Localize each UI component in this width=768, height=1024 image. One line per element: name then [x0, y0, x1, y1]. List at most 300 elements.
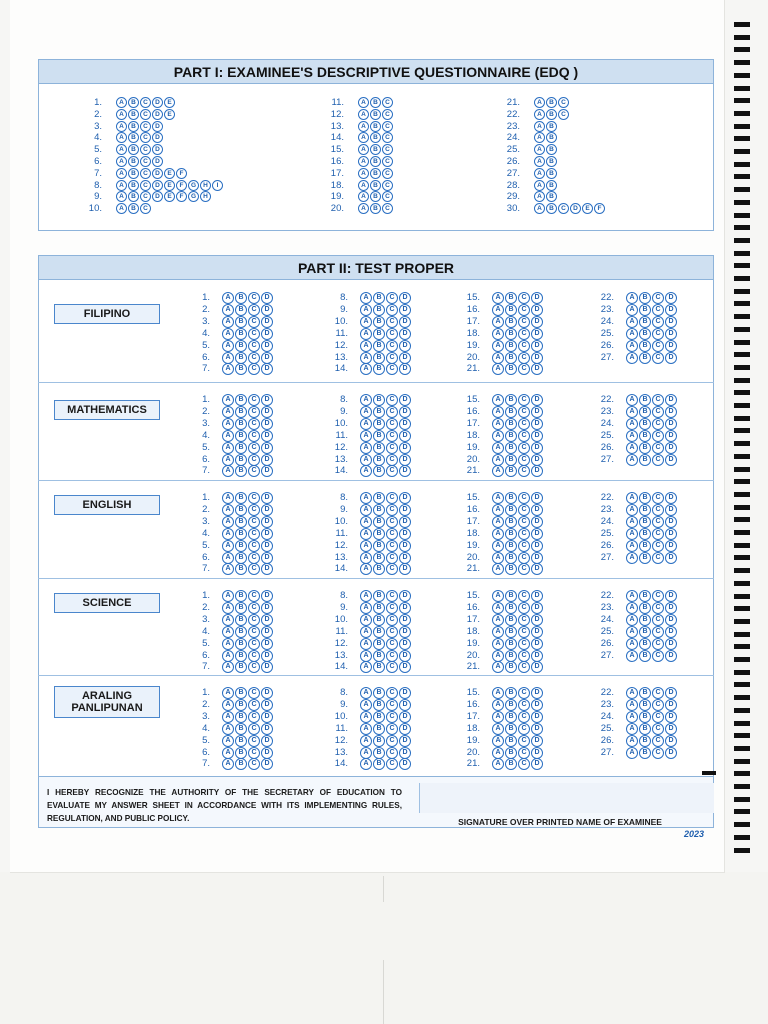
bubble-c: C [518, 454, 530, 466]
bubble-a: A [360, 723, 372, 735]
bubble-c: C [558, 97, 569, 108]
bubble-b: B [639, 687, 651, 699]
bubble-c: C [140, 191, 151, 202]
question-number: 5. [202, 539, 210, 551]
bubble-a: A [492, 328, 504, 340]
question-number: 1. [202, 687, 210, 698]
question-number: 25. [600, 527, 614, 539]
bubble-b: B [505, 711, 517, 723]
question-number: 17. [466, 613, 480, 625]
timing-marks [734, 22, 750, 852]
bubble-c: C [140, 168, 151, 179]
timing-mark [734, 314, 750, 319]
bubble-b: B [235, 504, 247, 516]
question-number: 14. [334, 563, 348, 575]
bubble-b: B [639, 626, 651, 638]
answer-bubbles [360, 747, 411, 758]
question-number: 3. [202, 613, 210, 625]
bubble-b: B [546, 203, 557, 214]
answer-bubbles [360, 516, 411, 527]
bubble-b: B [373, 292, 385, 304]
bubble-c: C [518, 465, 530, 477]
bubble-b: B [546, 180, 557, 191]
bubble-a: A [492, 661, 504, 673]
question-number: 4. [202, 722, 210, 734]
bubble-d: D [261, 638, 273, 650]
edq-bubbles [358, 191, 393, 202]
bubble-b: B [235, 723, 247, 735]
answer-bubbles [222, 292, 273, 303]
bubble-b: B [373, 747, 385, 759]
bubble-a: A [360, 328, 372, 340]
bubble-b: B [235, 650, 247, 662]
bubble-a: A [116, 144, 127, 155]
bubble-c: C [652, 406, 664, 418]
bubble-c: C [248, 465, 260, 477]
question-number: 11. [335, 327, 348, 339]
bubble-b: B [505, 528, 517, 540]
bubble-c: C [558, 203, 569, 214]
bubble-b: B [639, 430, 651, 442]
bubble-c: C [518, 602, 530, 614]
bubble-b: B [505, 304, 517, 316]
bubble-d: D [531, 430, 543, 442]
question-number: 15. [330, 144, 344, 156]
question-number: 23. [600, 601, 614, 613]
answer-bubbles [492, 492, 543, 503]
question-number: 3. [202, 710, 210, 722]
bubble-c: C [652, 316, 664, 328]
bubble-d: D [665, 626, 677, 638]
question-number: 1. [94, 97, 102, 108]
bubble-a: A [360, 699, 372, 711]
answer-bubbles [492, 747, 543, 758]
bubble-a: A [360, 430, 372, 442]
question-number: 28. [506, 179, 520, 191]
bubble-d: D [399, 454, 411, 466]
bubble-c: C [386, 430, 398, 442]
question-number: 9. [340, 503, 348, 515]
answer-bubbles [222, 430, 273, 441]
bubble-b: B [235, 528, 247, 540]
timing-mark [734, 708, 750, 713]
bubble-b: B [235, 465, 247, 477]
question-number: 9. [94, 191, 102, 203]
bubble-c: C [382, 191, 393, 202]
bubble-a: A [626, 316, 638, 328]
bubble-a: A [360, 528, 372, 540]
bubble-b: B [373, 328, 385, 340]
bubble-d: D [399, 328, 411, 340]
bubble-c: C [518, 563, 530, 575]
bubble-c: C [248, 687, 260, 699]
answer-bubbles [360, 552, 411, 563]
question-number: 14. [334, 363, 348, 375]
question-number: 10. [88, 203, 102, 215]
question-number: 7. [202, 465, 210, 477]
bubble-b: B [505, 723, 517, 735]
bubble-d: D [261, 711, 273, 723]
question-number: 14. [334, 465, 348, 477]
timing-mark [734, 403, 750, 408]
answer-bubbles [360, 418, 411, 429]
bubble-a: A [360, 626, 372, 638]
question-number: 5. [202, 441, 210, 453]
bubble-c: C [140, 121, 151, 132]
bubble-c: C [386, 406, 398, 418]
bubble-c: C [386, 563, 398, 575]
answer-bubbles [222, 602, 273, 613]
answer-bubbles [222, 650, 273, 661]
question-number: 18. [466, 722, 480, 734]
bubble-c: C [248, 650, 260, 662]
timing-mark [734, 327, 750, 332]
bubble-c: C [248, 626, 260, 638]
bubble-a: A [222, 528, 234, 540]
bubble-b: B [373, 711, 385, 723]
bubble-c: C [386, 747, 398, 759]
question-number: 7. [202, 661, 210, 673]
bubble-b: B [373, 352, 385, 364]
bubble-b: B [235, 602, 247, 614]
bubble-a: A [222, 454, 234, 466]
signature-field [419, 783, 714, 813]
bubble-d: D [665, 352, 677, 364]
bubble-a: A [492, 552, 504, 564]
edq-bubbles [358, 180, 393, 191]
declaration-text: I HEREBY RECOGNIZE THE AUTHORITY OF THE SECRETARY OF EDUCATION TO EVALUATE MY ANSWER SHEET IN ACCORDANCE WITH ITS IMPLEMENTING RULES, REGULATION, AND PUBLIC POLICY. [47, 788, 402, 823]
bubble-a: A [360, 638, 372, 650]
answer-bubbles [626, 352, 677, 363]
bubble-c: C [518, 590, 530, 602]
question-number: 3. [202, 315, 210, 327]
answer-bubbles [360, 723, 411, 734]
timing-mark [734, 784, 750, 789]
bubble-d: D [665, 699, 677, 711]
bubble-c: C [652, 454, 664, 466]
bubble-a: A [492, 626, 504, 638]
bubble-d: D [261, 747, 273, 759]
bubble-c: C [248, 735, 260, 747]
answer-bubbles [222, 406, 273, 417]
timing-mark [734, 594, 750, 599]
bubble-c: C [248, 590, 260, 602]
bubble-a: A [222, 711, 234, 723]
subject-label: ARALING PANLIPUNAN [54, 686, 160, 718]
bubble-c: C [652, 540, 664, 552]
bubble-a: A [492, 699, 504, 711]
bubble-d: D [665, 650, 677, 662]
bubble-c: C [248, 516, 260, 528]
bubble-d: D [665, 492, 677, 504]
bubble-a: A [222, 516, 234, 528]
bubble-a: A [222, 699, 234, 711]
bubble-c: C [386, 687, 398, 699]
bubble-b: B [128, 121, 139, 132]
answer-bubbles [492, 504, 543, 515]
bubble-a: A [492, 504, 504, 516]
bubble-a: A [492, 638, 504, 650]
bubble-b: B [505, 454, 517, 466]
bubble-c: C [652, 328, 664, 340]
answer-bubbles [626, 328, 677, 339]
bubble-a: A [626, 328, 638, 340]
bubble-c: C [518, 430, 530, 442]
bubble-a: A [492, 614, 504, 626]
bubble-b: B [639, 292, 651, 304]
question-number: 17. [330, 167, 344, 179]
bubble-c: C [382, 121, 393, 132]
bubble-c: C [386, 723, 398, 735]
bubble-d: D [261, 418, 273, 430]
timing-mark [734, 111, 750, 116]
question-number: 24. [600, 417, 614, 429]
edq-bubbles [358, 156, 393, 167]
bubble-d: D [531, 454, 543, 466]
subject-label: ENGLISH [54, 495, 160, 515]
answer-bubbles [360, 711, 411, 722]
bubble-b: B [235, 552, 247, 564]
question-number: 21. [466, 563, 480, 575]
page-margin-bottom [0, 872, 768, 1024]
answer-bubbles [360, 602, 411, 613]
bubble-a: A [222, 340, 234, 352]
question-number: 13. [334, 649, 348, 661]
answer-bubbles [360, 340, 411, 351]
question-number: 9. [340, 303, 348, 315]
timing-mark [734, 136, 750, 141]
answer-bubbles [492, 316, 543, 327]
bubble-c: C [518, 747, 530, 759]
bubble-d: D [261, 528, 273, 540]
bubble-e: E [582, 203, 593, 214]
answer-bubbles [360, 292, 411, 303]
bubble-d: D [531, 352, 543, 364]
bubble-d: D [399, 699, 411, 711]
bubble-c: C [652, 352, 664, 364]
bubble-e: E [164, 191, 175, 202]
bubble-b: B [639, 304, 651, 316]
bubble-d: D [261, 758, 273, 770]
bubble-c: C [382, 109, 393, 120]
bubble-c: C [248, 699, 260, 711]
bubble-c: C [386, 454, 398, 466]
bubble-d: D [665, 394, 677, 406]
bubble-a: A [492, 650, 504, 662]
question-number: 14. [334, 758, 348, 770]
question-number: 20. [330, 203, 344, 215]
bubble-c: C [248, 602, 260, 614]
bubble-c: C [652, 650, 664, 662]
question-number: 4. [94, 132, 102, 144]
answer-bubbles [626, 304, 677, 315]
question-number: 29. [506, 191, 520, 203]
bubble-c: C [386, 711, 398, 723]
answer-bubbles [626, 699, 677, 710]
bubble-b: B [235, 758, 247, 770]
bubble-d: D [531, 363, 543, 375]
question-number: 12. [334, 441, 348, 453]
bubble-b: B [505, 442, 517, 454]
bubble-d: D [531, 465, 543, 477]
edq-bubbles [534, 180, 557, 191]
bubble-d: D [399, 292, 411, 304]
bubble-a: A [358, 203, 369, 214]
question-number: 17. [466, 417, 480, 429]
question-number: 12. [330, 108, 344, 120]
timing-mark [734, 771, 750, 776]
bubble-c: C [386, 661, 398, 673]
bubble-b: B [505, 614, 517, 626]
bubble-d: D [261, 340, 273, 352]
bubble-b: B [505, 687, 517, 699]
bubble-d: D [665, 418, 677, 430]
bubble-d: D [399, 540, 411, 552]
bubble-c: C [518, 516, 530, 528]
bubble-d: D [399, 430, 411, 442]
bubble-d: D [261, 516, 273, 528]
bubble-b: B [235, 328, 247, 340]
bubble-c: C [382, 156, 393, 167]
bubble-c: C [652, 626, 664, 638]
bubble-b: B [505, 699, 517, 711]
bubble-b: B [128, 97, 139, 108]
bubble-d: D [531, 758, 543, 770]
bubble-a: A [492, 406, 504, 418]
bubble-b: B [639, 711, 651, 723]
bubble-b: B [235, 292, 247, 304]
question-number: 2. [202, 601, 210, 613]
bubble-a: A [492, 394, 504, 406]
bubble-c: C [518, 442, 530, 454]
timing-mark [734, 47, 750, 52]
timing-mark [734, 149, 750, 154]
question-number: 7. [202, 758, 210, 770]
question-number: 2. [202, 503, 210, 515]
bubble-b: B [373, 723, 385, 735]
bubble-c: C [558, 109, 569, 120]
bubble-a: A [358, 97, 369, 108]
bubble-c: C [518, 292, 530, 304]
answer-bubbles [222, 747, 273, 758]
bubble-d: D [261, 394, 273, 406]
answer-bubbles [626, 430, 677, 441]
bubble-b: B [235, 304, 247, 316]
bubble-c: C [248, 552, 260, 564]
timing-mark [734, 721, 750, 726]
question-number: 12. [334, 539, 348, 551]
bubble-b: B [505, 552, 517, 564]
answer-bubbles [360, 687, 411, 698]
bubble-d: D [399, 394, 411, 406]
bubble-b: B [639, 590, 651, 602]
timing-mark [734, 797, 750, 802]
bubble-b: B [235, 430, 247, 442]
bubble-a: A [360, 552, 372, 564]
question-number: 24. [506, 132, 520, 144]
bubble-d: D [665, 711, 677, 723]
answer-bubbles [492, 352, 543, 363]
bubble-c: C [652, 442, 664, 454]
bubble-b: B [235, 442, 247, 454]
bubble-a: A [360, 687, 372, 699]
answer-bubbles [626, 406, 677, 417]
bubble-d: D [399, 352, 411, 364]
bubble-d: D [665, 340, 677, 352]
bubble-a: A [222, 650, 234, 662]
answer-bubbles [360, 442, 411, 453]
bubble-c: C [248, 442, 260, 454]
bubble-b: B [505, 352, 517, 364]
bubble-a: A [626, 699, 638, 711]
question-number: 25. [600, 327, 614, 339]
answer-bubbles [492, 430, 543, 441]
answer-bubbles [360, 590, 411, 601]
answer-bubbles [492, 465, 543, 476]
answer-bubbles [360, 699, 411, 710]
question-number: 3. [202, 417, 210, 429]
bubble-b: B [546, 144, 557, 155]
bubble-d: D [399, 492, 411, 504]
bubble-d: D [399, 516, 411, 528]
declaration-box [38, 776, 714, 828]
bubble-b: B [373, 661, 385, 673]
bubble-a: A [492, 454, 504, 466]
bubble-a: A [222, 563, 234, 575]
question-number: 8. [340, 590, 348, 601]
edq-bubbles [116, 180, 223, 191]
bubble-b: B [373, 454, 385, 466]
bubble-a: A [492, 304, 504, 316]
bubble-b: B [235, 626, 247, 638]
bubble-a: A [492, 528, 504, 540]
answer-bubbles [222, 758, 273, 769]
bubble-c: C [248, 711, 260, 723]
edq-bubbles [116, 156, 163, 167]
answer-bubbles [360, 394, 411, 405]
bubble-c: C [382, 132, 393, 143]
bubble-c: C [248, 394, 260, 406]
answer-bubbles [626, 650, 677, 661]
bubble-b: B [639, 723, 651, 735]
question-number: 21. [466, 363, 480, 375]
bubble-b: B [505, 406, 517, 418]
bubble-a: A [222, 735, 234, 747]
bubble-c: C [386, 340, 398, 352]
bubble-c: C [386, 352, 398, 364]
bubble-a: A [492, 540, 504, 552]
bubble-d: D [399, 340, 411, 352]
answer-bubbles [492, 758, 543, 769]
bubble-d: D [152, 121, 163, 132]
answer-bubbles [222, 614, 273, 625]
bubble-c: C [140, 156, 151, 167]
question-number: 27. [600, 551, 614, 563]
bubble-b: B [373, 492, 385, 504]
question-number: 2. [202, 698, 210, 710]
bubble-c: C [248, 758, 260, 770]
bubble-a: A [222, 687, 234, 699]
answer-bubbles [626, 340, 677, 351]
answer-bubbles [626, 711, 677, 722]
bubble-a: A [360, 516, 372, 528]
bubble-b: B [373, 304, 385, 316]
question-number: 21. [466, 661, 480, 673]
answer-bubbles [360, 328, 411, 339]
timing-mark [734, 251, 750, 256]
bubble-b: B [370, 109, 381, 120]
bubble-c: C [652, 516, 664, 528]
